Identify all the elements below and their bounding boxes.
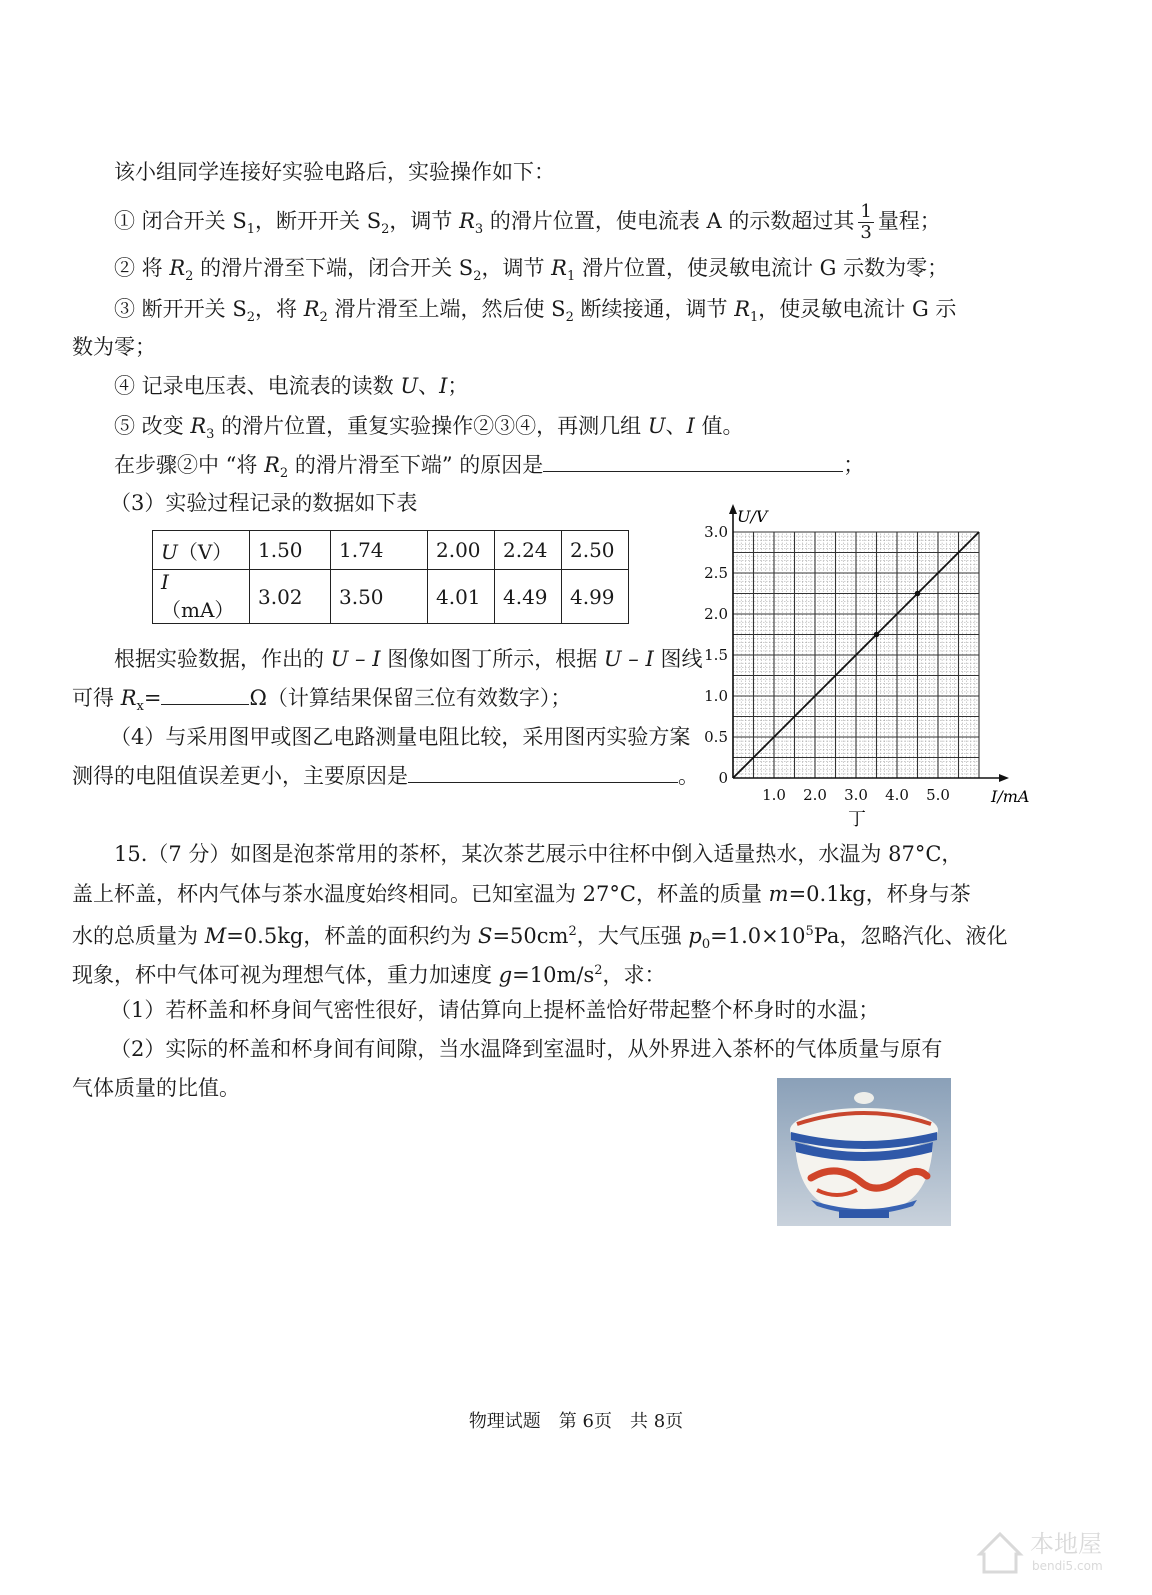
fraction-one-third: $\frac{1}{3}$ xyxy=(860,201,872,243)
rx-answer-blank[interactable] xyxy=(161,684,249,705)
x-axis-arrow xyxy=(999,774,1009,782)
q15-line-2: 盖上杯盖，杯内气体与茶水温度始终相同。已知室温为 27°C，杯盖的质量 m=0.1kg，杯身与茶 xyxy=(72,882,971,906)
x-tick-label: 4.0 xyxy=(885,786,909,804)
data-point xyxy=(915,591,921,597)
rx-line: 可得 $R_x= \Omega$（计算结果保留三位有效数字）； xyxy=(72,686,572,715)
q15-part-2: （2）实际的杯盖和杯身间有间隙，当水温降到室温时，从外界进入茶杯的气体质量与原有 xyxy=(110,1037,943,1061)
table-row xyxy=(153,531,629,570)
part-4-cont: 测得的电阻值误差更小，主要原因是 。 xyxy=(72,764,699,788)
question-reason: 在步骤②中 “将 $R_2$ 的滑片滑至下端” 的原因是 ； xyxy=(114,453,865,482)
table-cell: 2.00 xyxy=(428,531,495,570)
chart-x-label: I/mA xyxy=(991,787,1030,806)
chart-y-label: U/V xyxy=(737,507,768,526)
part-3-heading: （3）实验过程记录的数据如下表 xyxy=(110,491,418,515)
x-tick-label: 2.0 xyxy=(803,786,827,804)
step-1: ① 闭合开关 $S_1$，断开开关 $S_2$，调节 $R_3$ 的滑片位置，使电流表 A 的示数超过其 $\frac{1}{3}$ 量程； xyxy=(114,201,941,243)
data-table xyxy=(152,530,629,624)
step-3: ③ 断开开关 $S_2$，将 $R_2$ 滑片滑至上端，然后使 $S_2$ 断续接通，调节 $R_1$，使灵敏电流计 G 示 xyxy=(114,297,957,326)
q15-part-1: （1）若杯盖和杯身间气密性很好，请估算向上提杯盖恰好带起整个杯身时的水温； xyxy=(110,998,880,1022)
svg-text:bendi5.com: bendi5.com xyxy=(1032,1559,1103,1573)
step-4: ④ 记录电压表、电流表的读数 U、I； xyxy=(114,374,469,398)
x-tick-label: 3.0 xyxy=(844,786,868,804)
q15-part-2-cont: 气体质量的比值。 xyxy=(72,1076,240,1100)
intro-line: 该小组同学连接好实验电路后，实验操作如下： xyxy=(114,160,555,184)
table-header-i: I（mA） xyxy=(153,570,250,624)
answer-blank[interactable] xyxy=(543,451,843,472)
table-header-u: U（V） xyxy=(153,531,250,570)
y-tick-label: 0 xyxy=(718,769,728,787)
y-tick-label: 2.0 xyxy=(704,605,728,623)
table-cell: 3.50 xyxy=(331,570,428,624)
chart-caption: 丁 xyxy=(848,809,866,830)
step-3-cont: 数为零； xyxy=(72,335,156,359)
u-i-chart xyxy=(700,495,1040,835)
table-cell: 1.74 xyxy=(331,531,428,570)
table-cell: 4.99 xyxy=(562,570,629,624)
part-4: （4）与采用图甲或图乙电路测量电阻比较，采用图丙实验方案 xyxy=(110,725,691,749)
x-tick-label: 1.0 xyxy=(762,786,786,804)
q15-line-4: 现象，杯中气体可视为理想气体，重力加速度 $g=10m/s^2$，求： xyxy=(72,963,666,987)
step-2: ② 将 $R_2$ 的滑片滑至下端，闭合开关 $S_2$，调节 $R_1$ 滑片位置，使灵敏电流计 G 示数为零； xyxy=(114,256,949,285)
svg-text:本地屋: 本地屋 xyxy=(1030,1530,1102,1558)
step-5: ⑤ 改变 $R_3$ 的滑片位置，重复实验操作②③④，再测几组 U、I 值。 xyxy=(114,414,744,443)
table-row xyxy=(153,570,629,624)
q15-line-1: 15.（7 分）如图是泡茶常用的茶杯，某次茶艺展示中往杯中倒入适量热水，水温为 87°C， xyxy=(114,842,963,866)
table-cell: 2.24 xyxy=(495,531,562,570)
teacup-photo xyxy=(777,1078,951,1226)
table-cell: 4.49 xyxy=(495,570,562,624)
y-tick-label: 3.0 xyxy=(704,523,728,541)
table-cell: 2.50 xyxy=(562,531,629,570)
page-footer: 物理试题 第 6页 共 8页 xyxy=(468,1411,684,1432)
watermark-logo xyxy=(972,1518,1132,1578)
data-point xyxy=(874,632,880,638)
x-tick-label: 5.0 xyxy=(926,786,950,804)
y-tick-label: 1.5 xyxy=(704,646,728,664)
table-cell: 1.50 xyxy=(250,531,331,570)
y-tick-label: 2.5 xyxy=(704,564,728,582)
y-tick-label: 0.5 xyxy=(704,728,728,746)
reason-answer-blank[interactable] xyxy=(408,762,678,783)
y-tick-label: 1.0 xyxy=(704,687,728,705)
graph-description: 根据实验数据，作出的 U – I 图像如图丁所示，根据 U – I 图线 xyxy=(114,647,703,671)
q15-line-3: 水的总质量为 M=0.5kg，杯盖的面积约为 $S=50cm^2$，大气压强 $p_0=1.0\times 10^5Pa$，忽略汽化、液化 xyxy=(72,924,1008,953)
y-axis-arrow xyxy=(729,504,737,514)
table-cell: 4.01 xyxy=(428,570,495,624)
table-cell: 3.02 xyxy=(250,570,331,624)
